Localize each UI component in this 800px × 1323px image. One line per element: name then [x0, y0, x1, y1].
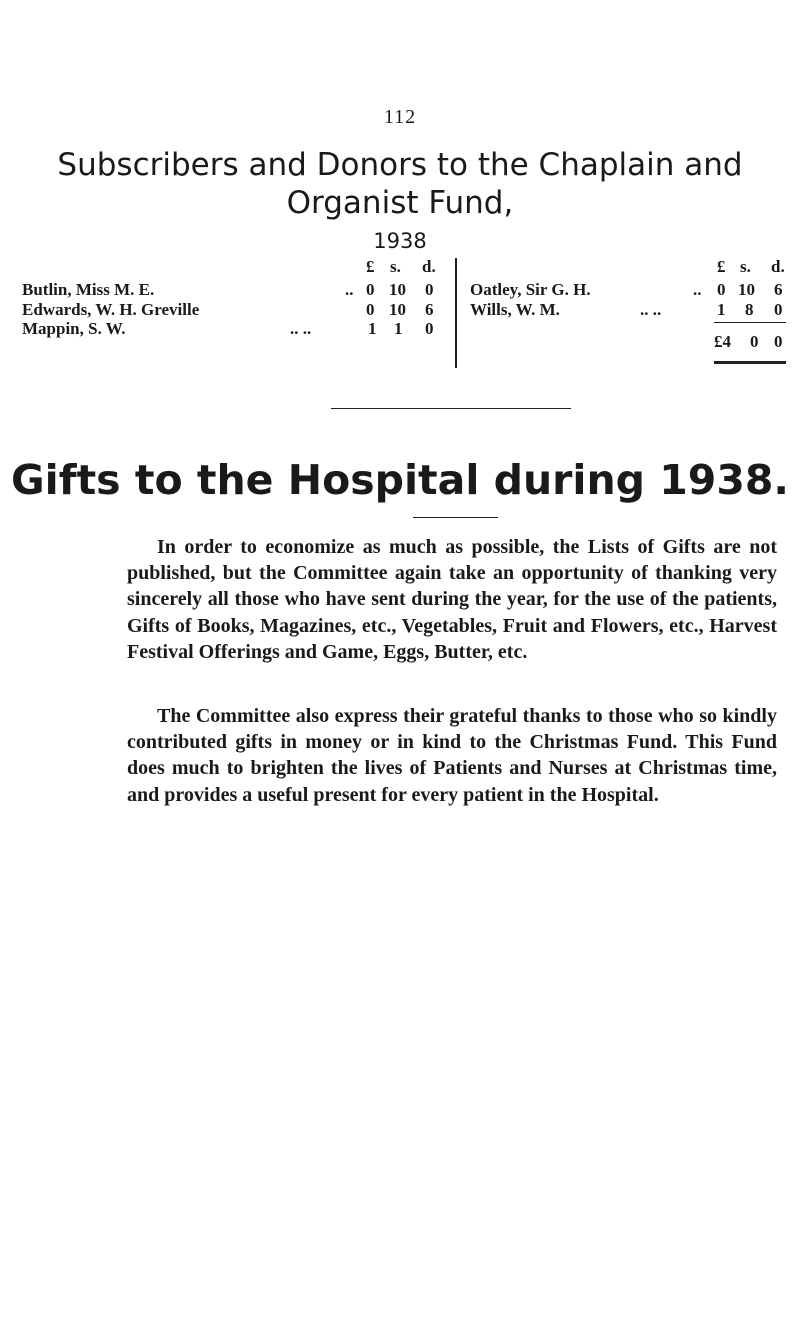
left-pounds-header: £ [366, 257, 375, 276]
page-number: 112 [383, 106, 417, 128]
total-double-rule [714, 361, 786, 364]
right-shillings-header: s. [740, 257, 751, 276]
gifts-title: Gifts to the Hospital during 1938. [11, 456, 789, 504]
total-pounds: £4 [714, 332, 731, 351]
left-entry-pounds: 0 [366, 300, 375, 319]
right-pounds-header: £ [717, 257, 726, 276]
left-entry-name: Mappin, S. W. [22, 319, 126, 338]
left-entry-name: Butlin, Miss M. E. [22, 280, 155, 299]
right-entry-pounds: 1 [717, 300, 726, 319]
right-entry-name: Oatley, Sir G. H. [470, 280, 591, 299]
right-entry-pence: 6 [774, 280, 783, 299]
left-entry-pence: 6 [425, 300, 434, 319]
left-entry-pence: 0 [425, 319, 434, 338]
total-rule [714, 322, 786, 323]
left-shillings-header: s. [390, 257, 401, 276]
left-pence-header: d. [422, 257, 436, 276]
left-entry-shillings: 1 [394, 319, 403, 338]
right-entry-shillings: 8 [745, 300, 754, 319]
total-shillings: 0 [750, 332, 759, 351]
left-entry-leader: .. [345, 280, 354, 299]
right-entry-shillings: 10 [738, 280, 755, 299]
left-entry-shillings: 10 [389, 280, 406, 299]
right-entry-name: Wills, W. M. [470, 300, 560, 319]
column-divider [455, 258, 457, 368]
gifts-paragraph-2: The Committee also express their grateful thanks to those who so kindly contributed gifts in money or in kind to the Christmas Fund. This Fund does much to brighten the lives of Patients and Nurses at Christmas time, and provides a useful present for every patient in the Hospital. [127, 705, 777, 806]
left-entry-shillings: 10 [389, 300, 406, 319]
section-divider [331, 408, 571, 409]
gifts-title-underline [413, 517, 498, 518]
left-entry-name: Edwards, W. H. Greville [22, 300, 200, 319]
gifts-paragraph-1: In order to economize as much as possible, the Lists of Gifts are not published, but the Committee again take an opportunity of thanking very sincerely all those who have sent during the year, for the use of the patients, Gifts of Books, Magazines, etc., Vegetables, Fruit and Flowers, etc., Harvest Festival Offerings and Game, Eggs, Butter, etc. [127, 536, 777, 663]
subscribers-title-line1: Subscribers and Donors to the Chaplain and [57, 147, 743, 183]
right-entry-pence: 0 [774, 300, 783, 319]
subscribers-year: 1938 [373, 229, 427, 253]
right-entry-leader: .. [693, 280, 702, 299]
right-entry-leader: .. .. [640, 300, 662, 319]
right-entry-pounds: 0 [717, 280, 726, 299]
subscribers-title-line2: Organist Fund, [286, 185, 514, 221]
left-entry-leader: .. .. [290, 319, 312, 338]
left-entry-pounds: 1 [368, 319, 377, 338]
right-pence-header: d. [771, 257, 785, 276]
left-entry-pounds: 0 [366, 280, 375, 299]
left-entry-pence: 0 [425, 280, 434, 299]
total-pence: 0 [774, 332, 783, 351]
